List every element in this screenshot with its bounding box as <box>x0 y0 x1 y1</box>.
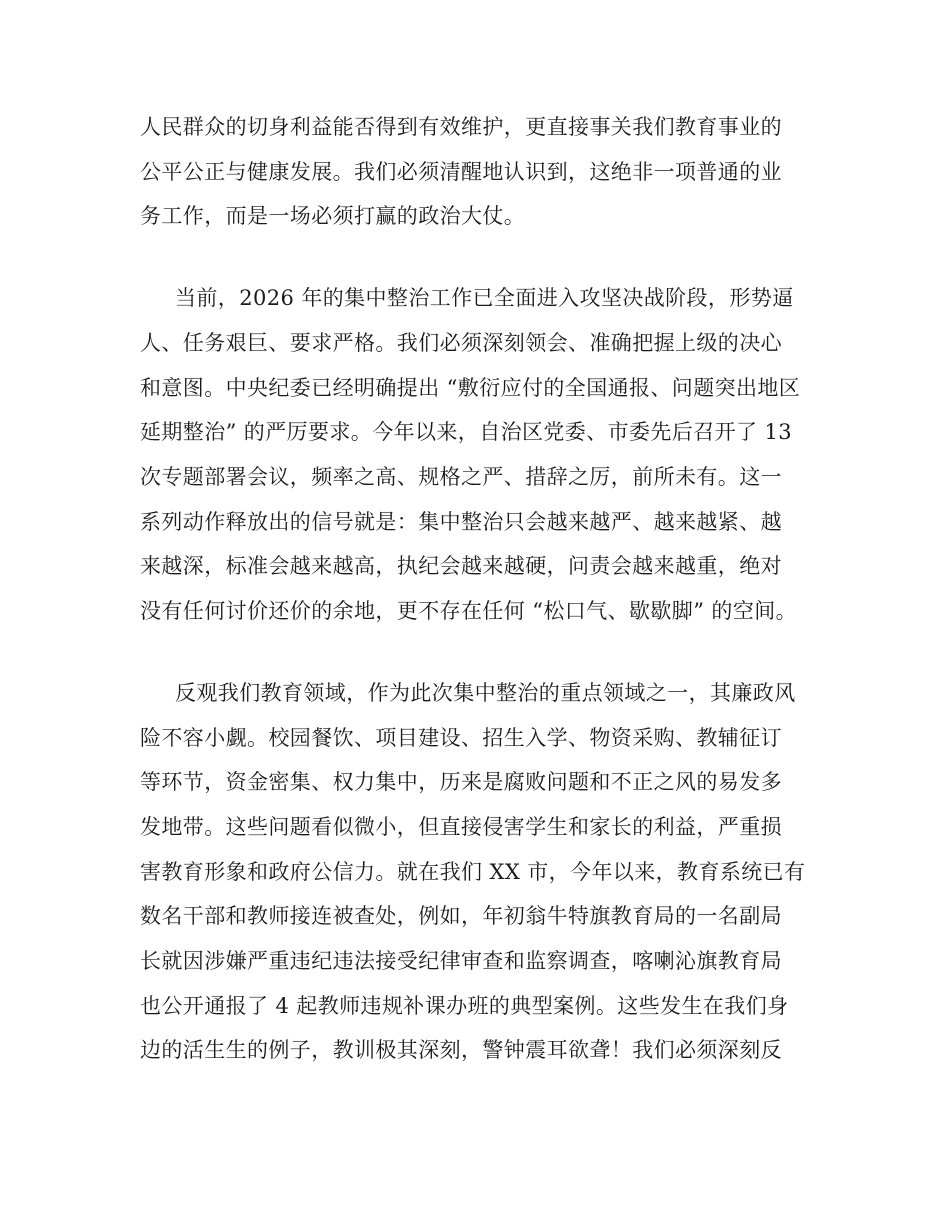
paragraph-2-line-4: 延期整治” 的严厉要求。今年以来，自治区党委、市委先后召开了 13 <box>140 420 793 444</box>
paragraph-3-line-6: 数名干部和教师接连被查处，例如，年初翁牛特旗教育局的一名副局 <box>140 904 782 928</box>
paragraph-3-line-2: 险不容小觑。校园餐饮、项目建设、招生入学、物资采购、教辅征订 <box>140 726 782 750</box>
paragraph-3-line-4: 发地带。这些问题看似微小，但直接侵害学生和家长的利益，严重损 <box>140 815 782 839</box>
paragraph-2-line-1: 当前，2026 年的集中整治工作已全面进入攻坚决战阶段，形势逼 <box>175 286 794 310</box>
paragraph-2-line-6: 系列动作释放出的信号就是：集中整治只会越来越严、越来越紧、越 <box>140 510 782 534</box>
paragraph-1-line-2: 公平公正与健康发展。我们必须清醒地认识到，这绝非一项普通的业 <box>140 160 782 184</box>
paragraph-3-line-7: 长就因涉嫌严重违纪违法接受纪律审查和监察调查，喀喇沁旗教育局 <box>140 949 782 973</box>
paragraph-3-line-9: 边的活生生的例子，教训极其深刻，警钟震耳欲聋！我们必须深刻反 <box>140 1038 782 1062</box>
paragraph-2-line-2: 人、任务艰巨、要求严格。我们必须深刻领会、准确把握上级的决心 <box>140 331 782 355</box>
paragraph-3-line-3: 等环节，资金密集、权力集中，历来是腐败问题和不正之风的易发多 <box>140 770 782 794</box>
paragraph-3-line-8: 也公开通报了 4 起教师违规补课办班的典型案例。这些发生在我们身 <box>140 994 789 1018</box>
paragraph-2-line-3: 和意图。中央纪委已经明确提出 “敷衍应付的全国通报、问题突出地区 <box>140 376 801 400</box>
paragraph-2-line-7: 来越深，标准会越来越高，执纪会越来越硬，问责会越来越重，绝对 <box>140 554 782 578</box>
paragraph-3-line-1: 反观我们教育领域，作为此次集中整治的重点领域之一，其廉政风 <box>175 681 796 705</box>
paragraph-2-line-5: 次专题部署会议，频率之高、规格之严、措辞之厉，前所未有。这一 <box>140 465 782 489</box>
paragraph-1-line-3: 务工作，而是一场必须打赢的政治大仗。 <box>140 204 526 228</box>
paragraph-3-line-5: 害教育形象和政府公信力。就在我们 XX 市，今年以来，教育系统已有 <box>140 860 806 884</box>
paragraph-2-line-8: 没有任何讨价还价的余地，更不存在任何 “松口气、歇歇脚” 的空间。 <box>140 599 798 623</box>
paragraph-1-line-1: 人民群众的切身利益能否得到有效维护，更直接事关我们教育事业的 <box>140 115 782 139</box>
